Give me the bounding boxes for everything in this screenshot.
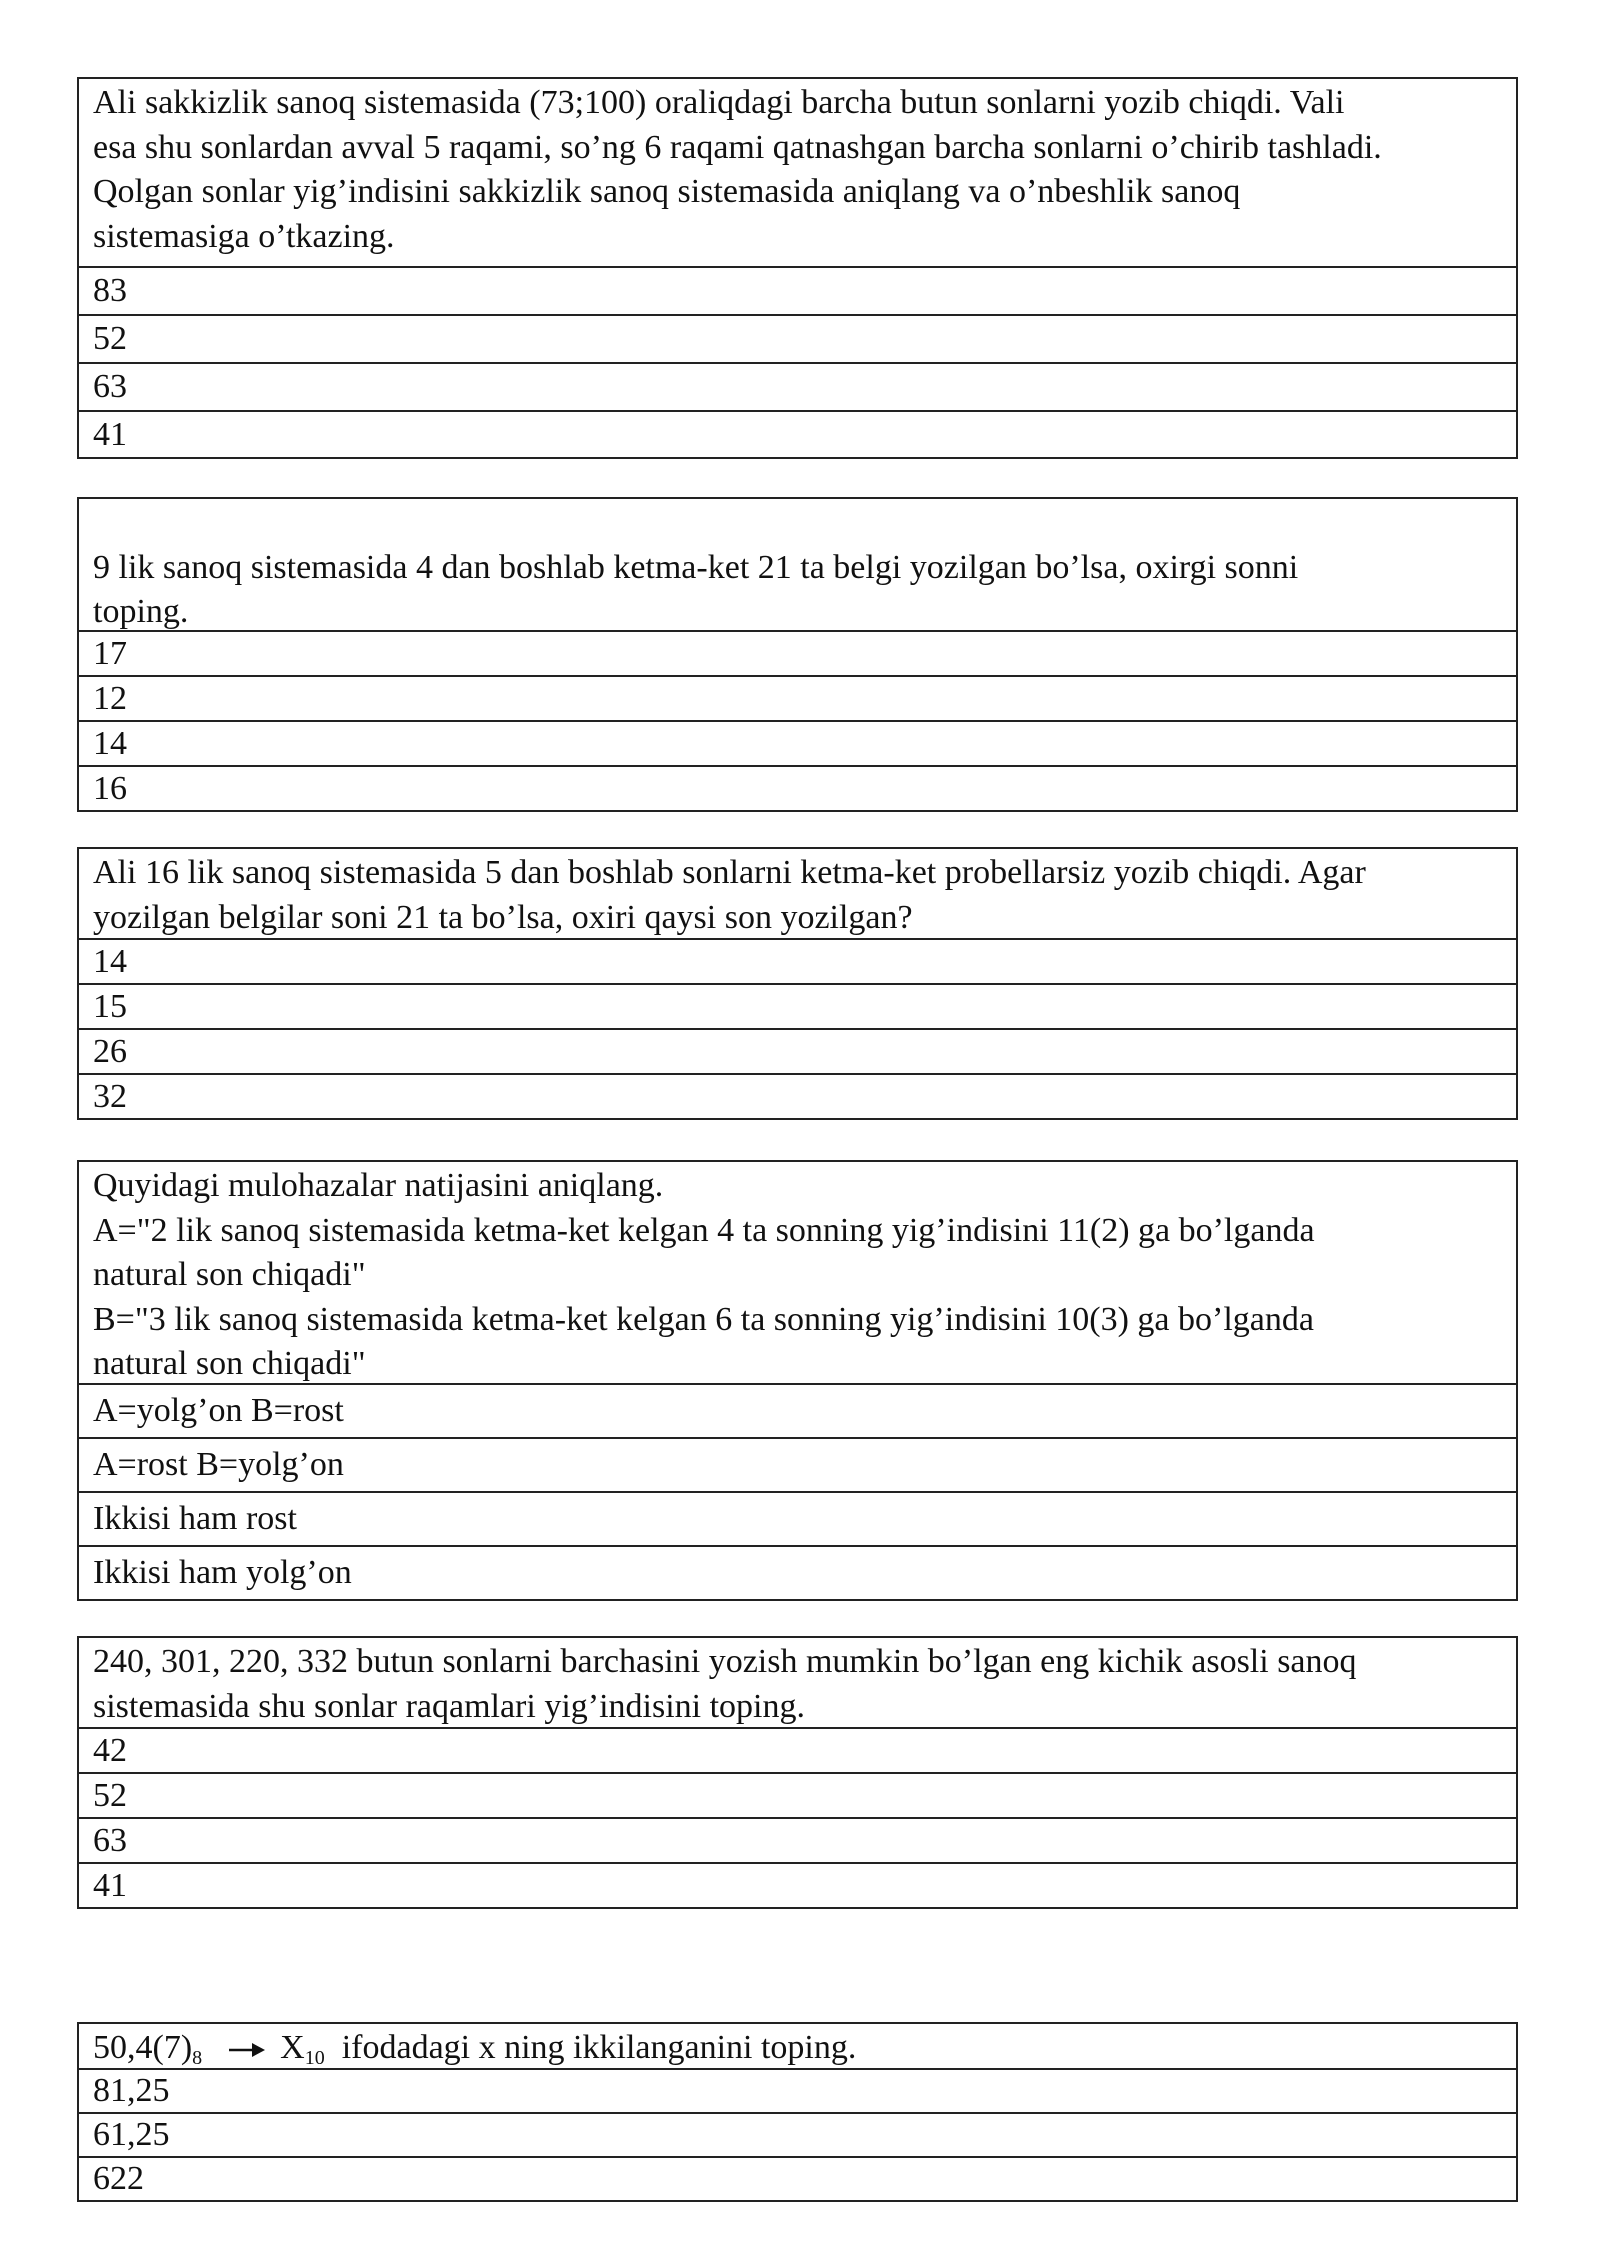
question-block-4 [77,1160,1518,1601]
answer-option[interactable]: 63 [79,1817,1516,1862]
question-line: natural son chiqadi" [93,1345,366,1382]
answer-option[interactable]: 83 [79,266,1516,314]
question-block-5 [77,1636,1518,1909]
question-line: A="2 lik sanoq sistemasida ketma-ket kelgan 4 ta sonning yig’indisini 11(2) ga bo’lganda [93,1211,1315,1249]
question-line: B="3 lik sanoq sistemasida ketma-ket kelgan 6 ta sonning yig’indisini 10(3) ga bo’lganda [93,1300,1314,1338]
expression-base-subscript: 8 [192,2047,203,2069]
answer-option[interactable]: Ikkisi ham rost [79,1491,1516,1545]
question-text [79,1162,1516,1383]
answer-option[interactable]: 14 [79,720,1516,765]
answer-option[interactable]: 26 [79,1028,1516,1073]
question-text [79,849,1516,938]
answer-option[interactable]: 63 [79,362,1516,410]
question-line: Ali sakkizlik sanoq sistemasida (73;100) oraliqdagi barcha butun sonlarni yozib chiqdi. Vali [93,84,1345,121]
question-line: natural son chiqadi" [93,1256,366,1293]
expression-result-subscript: 10 [304,2047,325,2069]
answer-option[interactable]: 16 [79,765,1516,810]
answer-option[interactable]: 622 [79,2156,1516,2200]
answer-option[interactable]: 41 [79,410,1516,457]
question-line: Quyidagi mulohazalar natijasini aniqlang. [93,1167,664,1204]
question-line: esa shu sonlardan avval 5 raqami, so’ng 6 raqami qatnashgan barcha sonlarni o’chirib tashladi. [93,128,1382,166]
question-line: 240, 301, 220, 332 butun sonlarni barchasini yozish mumkin bo’lgan eng kichik asosli sanoq [93,1643,1357,1680]
answer-option[interactable]: 14 [79,938,1516,983]
question-line: toping. [93,593,189,630]
question-block-3 [77,847,1518,1120]
answer-option[interactable]: 15 [79,983,1516,1028]
answer-option[interactable]: 61,25 [79,2112,1516,2156]
right-arrow-icon [228,2040,266,2060]
question-block-6 [77,2022,1518,2202]
answer-option[interactable]: 52 [79,314,1516,362]
expression-base: 50,4(7) [93,2029,193,2066]
question-text [79,79,1516,266]
expression-result: X [280,2029,305,2066]
question-line: Ali 16 lik sanoq sistemasida 5 dan boshlab sonlarni ketma-ket probellarsiz yozib chiqdi. Agar [93,854,1366,891]
blank-line [93,501,1502,546]
answer-option[interactable]: 81,25 [79,2068,1516,2112]
question-block-2 [77,497,1518,812]
question-text [79,2024,1516,2068]
answer-option[interactable]: A=rost B=yolg’on [79,1437,1516,1491]
question-text [79,1638,1516,1727]
answer-option[interactable]: 52 [79,1772,1516,1817]
answer-option[interactable]: 17 [79,630,1516,675]
question-line: Qolgan sonlar yig’indisini sakkizlik sanoq sistemasida aniqlang va o’nbeshlik sanoq [93,173,1241,210]
answer-option[interactable]: Ikkisi ham yolg’on [79,1545,1516,1599]
question-block-1 [77,77,1518,459]
answer-option[interactable]: 42 [79,1727,1516,1772]
question-line: yozilgan belgilar soni 21 ta bo’lsa, oxiri qaysi son yozilgan? [93,898,913,936]
answer-option[interactable]: 41 [79,1862,1516,1907]
expression-text: ifodadagi x ning ikkilanganini toping. [341,2029,857,2066]
question-line: 9 lik sanoq sistemasida 4 dan boshlab ketma-ket 21 ta belgi yozilgan bo’lsa, oxirgi sonni [93,548,1299,586]
answer-option[interactable]: A=yolg’on B=rost [79,1383,1516,1437]
question-line: sistemasida shu sonlar raqamlari yig’indisini toping. [93,1687,806,1725]
question-line: sistemasiga o’tkazing. [93,217,395,255]
question-text [79,499,1516,630]
answer-option[interactable]: 12 [79,675,1516,720]
answer-option[interactable]: 32 [79,1073,1516,1118]
